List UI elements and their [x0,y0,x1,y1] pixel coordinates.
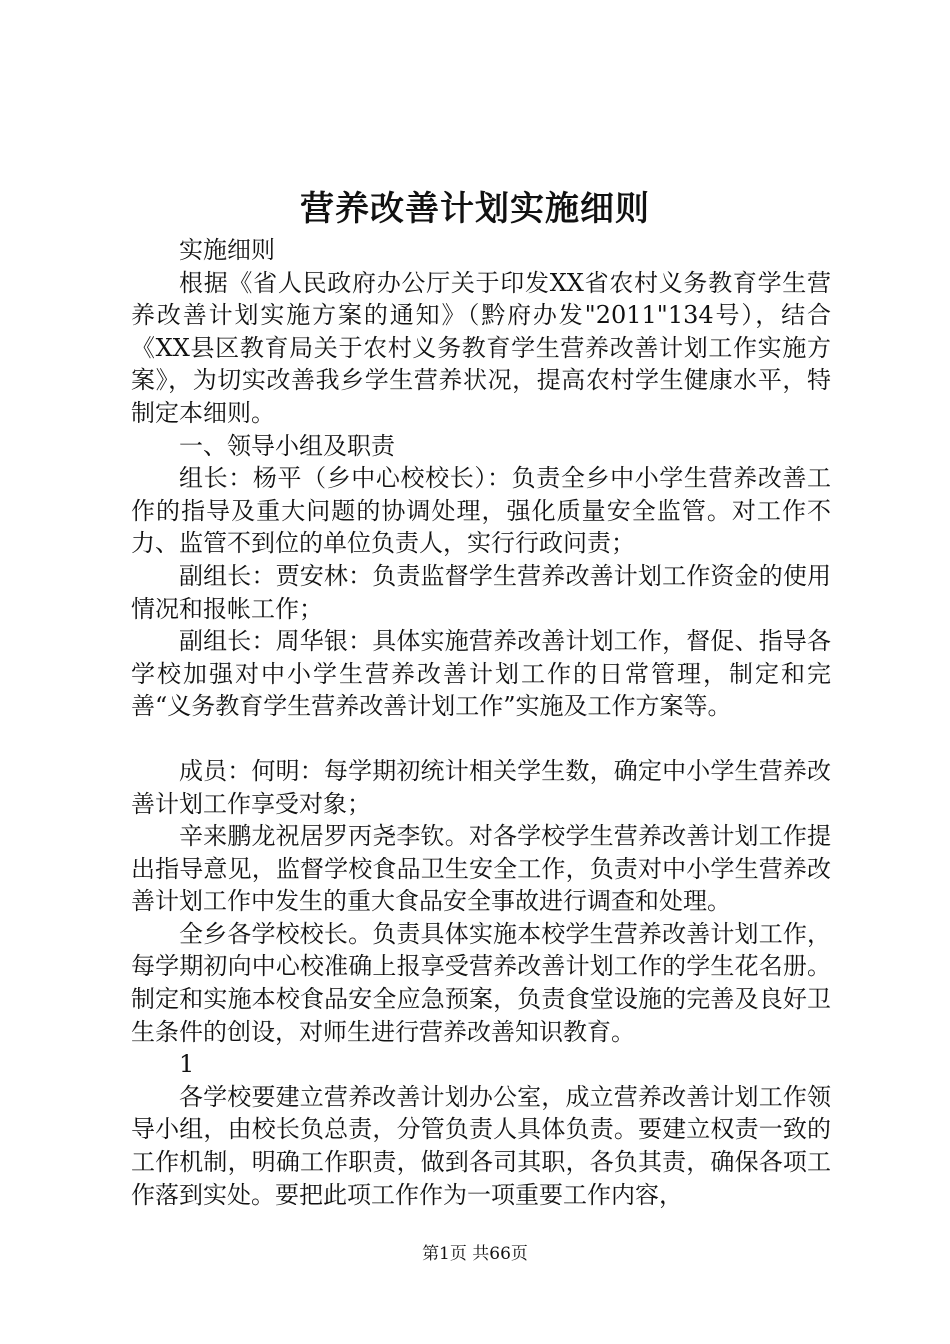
document-title: 营养改善计划实施细则 [300,189,650,229]
paragraph-member-2: 辛来鹏龙祝居罗丙尧李钦。对各学校学生营养改善计划工作提出指导意见，监督学校食品卫生安全工作，负责对中小学生营养改善计划工作中发生的重大食品安全事故进行调查和处理。 [131,822,831,916]
paragraph-heading-intro: 实施细则 [179,236,275,264]
paragraph-deputy-leader-2: 副组长：周华银：具体实施营养改善计划工作，督促、指导各学校加强对中小学生营养改善计划工作的日常管理，制定和完善“义务教育学生营养改善计划工作”实施及工作方案等。 [131,627,831,721]
page-number-footer: 第1页 共66页 [422,1244,528,1264]
paragraph-office-setup: 各学校要建立营养改善计划办公室，成立营养改善计划工作领导小组，由校长负总责，分管负责人具体负责。要建立权责一致的工作机制，明确工作职责，做到各司其职，各负其责，确保各项工作落到实处。要把此项工作作为一项重要工作内容， [131,1082,831,1209]
paragraph-leader: 组长：杨平（乡中心校校长）：负责全乡中小学生营养改善工作的指导及重大问题的协调处理，强化质量安全监管。对工作不力、监管不到位的单位负责人，实行行政问责； [131,464,831,558]
paragraph-school-principals: 全乡各学校校长。负责具体实施本校学生营养改善计划工作，每学期初向中心校准确上报享受营养改善计划工作的学生花名册。制定和实施本校食品安全应急预案，负责食堂设施的完善及良好卫生条件的创设，对师生进行营养改善知识教育。 [131,919,831,1046]
paragraph-number-marker: 1 [179,1050,195,1079]
section-heading-leadership: 一、领导小组及职责 [179,431,395,460]
paragraph-basis: 根据《省人民政府办公厅关于印发XX省农村义务教育学生营养改善计划实施方案的通知》（黔府办发"2011"134号），结合《XX县区教育局关于农村义务教育学生营养改善计划工作实施方案》，为切实改善我乡学生营养状况，提高农村学生健康水平，特制定本细则。 [131,268,831,427]
paragraph-deputy-leader-1: 副组长：贾安林：负责监督学生营养改善计划工作资金的使用情况和报帐工作； [131,561,831,623]
document-body [131,234,831,1211]
paragraph-member-1: 成员：何明：每学期初统计相关学生数，确定中小学生营养改善计划工作享受对象； [131,756,831,818]
